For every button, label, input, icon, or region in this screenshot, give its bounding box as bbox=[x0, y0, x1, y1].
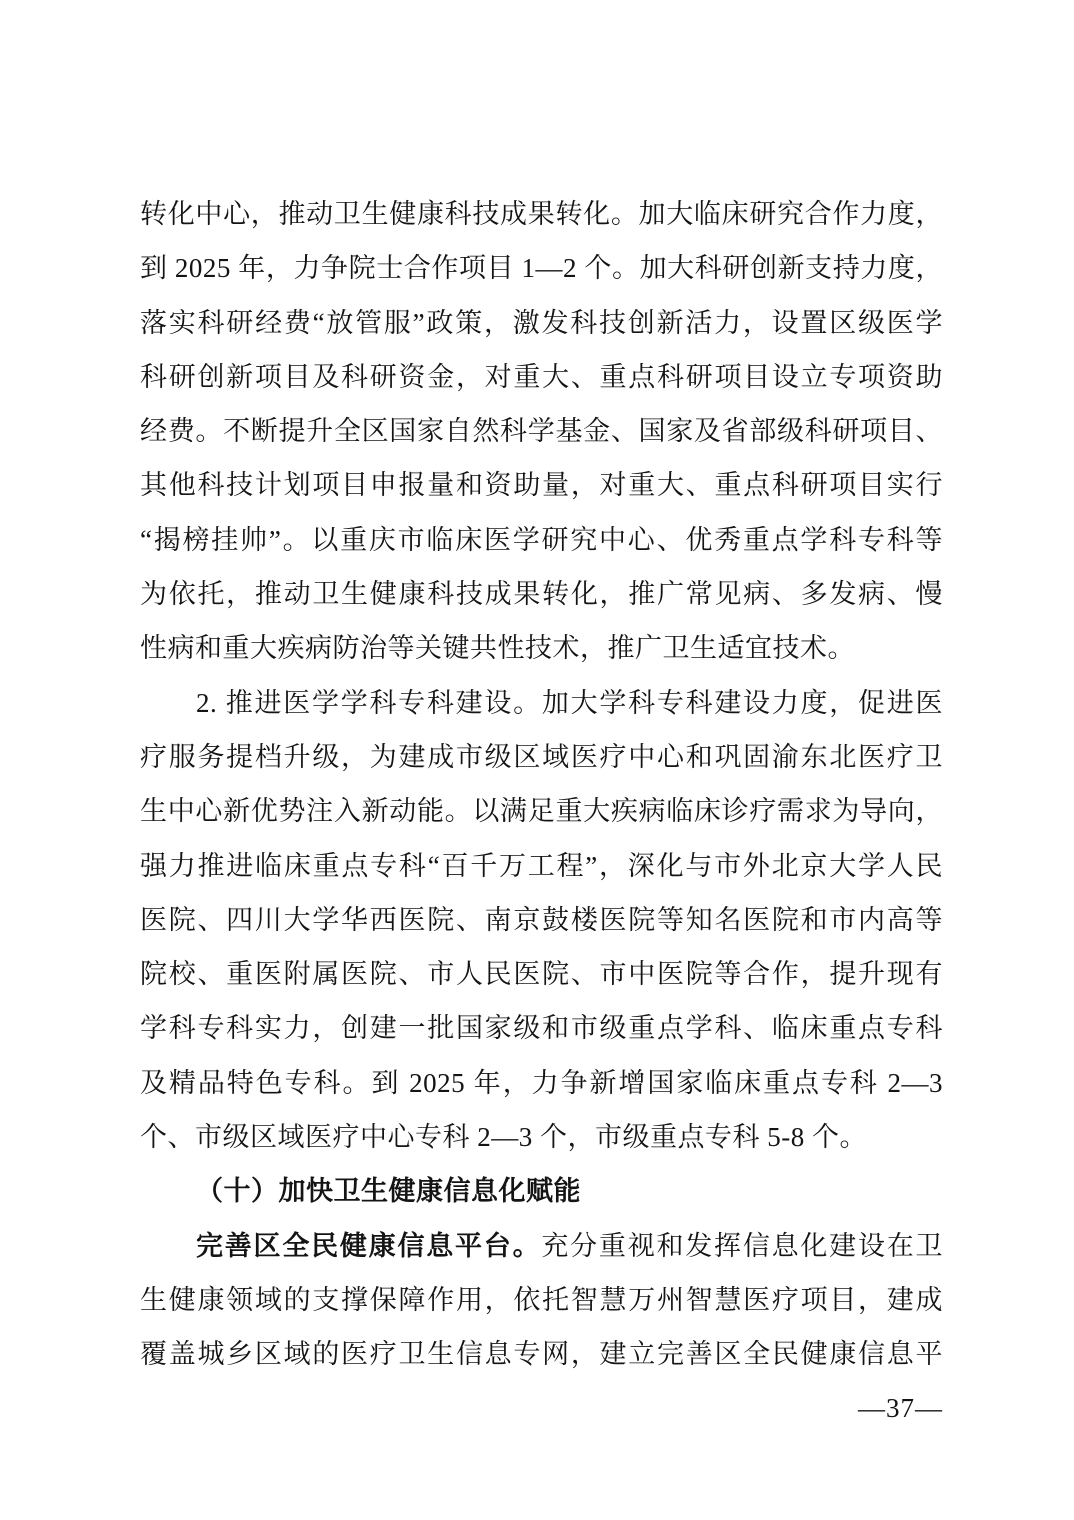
bold-text-segment: 完善区全民健康信息平台。 bbox=[196, 1230, 542, 1261]
text-line bbox=[140, 784, 943, 838]
text-segment: 强力推进临床重点专科“百千万工程”，深化与市外北京大学人民 bbox=[140, 850, 943, 881]
text-line bbox=[140, 404, 943, 458]
text-segment: 经费。不断提升全区国家自然科学基金、国家及省部级科研项目、 bbox=[140, 416, 943, 447]
text-line bbox=[140, 1273, 943, 1327]
text-segment: 覆盖城乡区域的医疗卫生信息专网，建立完善区全民健康信息平 bbox=[140, 1339, 943, 1370]
text-segment: 个、市级区域医疗中心专科 2—3 个，市级重点专科 5-8 个。 bbox=[140, 1122, 867, 1153]
text-line bbox=[140, 1164, 943, 1218]
text-line bbox=[140, 676, 943, 730]
text-line bbox=[140, 1327, 943, 1381]
text-line bbox=[140, 458, 943, 512]
text-line bbox=[140, 947, 943, 1001]
text-segment: 院校、重医附属医院、市人民医院、市中医院等合作，提升现有 bbox=[140, 959, 943, 990]
text-segment: 及精品特色专科。到 2025 年，力争新增国家临床重点专科 2—3 bbox=[140, 1067, 943, 1098]
text-line bbox=[140, 893, 943, 947]
document-body bbox=[140, 187, 943, 1382]
page-number: —37— bbox=[858, 1393, 943, 1423]
text-line bbox=[140, 730, 943, 784]
text-segment: 充分重视和发挥信息化建设在卫 bbox=[541, 1230, 944, 1261]
bold-text-segment: （十）加快卫生健康信息化赋能 bbox=[196, 1176, 581, 1207]
text-segment: 到 2025 年，力争院士合作项目 1—2 个。加大科研创新支持力度， bbox=[140, 253, 943, 284]
text-segment: 转化中心，推动卫生健康科技成果转化。加大临床研究合作力度， bbox=[140, 199, 943, 229]
text-line bbox=[140, 241, 943, 295]
text-line bbox=[140, 513, 943, 567]
text-line bbox=[140, 621, 943, 675]
text-line bbox=[140, 350, 943, 404]
text-segment: 为依托，推动卫生健康科技成果转化，推广常见病、多发病、慢 bbox=[140, 579, 943, 610]
text-segment: 学科专科实力，创建一批国家级和市级重点学科、临床重点专科 bbox=[140, 1013, 943, 1044]
text-segment: 落实科研经费“放管服”政策，激发科技创新活力，设置区级医学 bbox=[140, 307, 943, 338]
text-line bbox=[140, 1219, 943, 1273]
text-segment: 疗服务提档升级，为建成市级区域医疗中心和巩固渝东北医疗卫 bbox=[140, 741, 943, 772]
text-line bbox=[140, 567, 943, 621]
text-segment: 医院、四川大学华西医院、南京鼓楼医院等知名医院和市内高等 bbox=[140, 904, 943, 935]
text-segment: 生中心新优势注入新动能。以满足重大疾病临床诊疗需求为导向， bbox=[140, 796, 943, 827]
text-segment: “揭榜挂帅”。以重庆市临床医学研究中心、优秀重点学科专科等 bbox=[140, 524, 943, 555]
text-line bbox=[140, 1110, 943, 1164]
text-segment: 性病和重大疾病防治等关键共性技术，推广卫生适宜技术。 bbox=[140, 633, 855, 664]
text-line bbox=[140, 187, 943, 241]
text-segment: 2. 推进医学学科专科建设。加大学科专科建设力度，促进医 bbox=[196, 687, 943, 718]
text-line bbox=[140, 296, 943, 350]
text-line bbox=[140, 1056, 943, 1110]
text-segment: 科研创新项目及科研资金，对重大、重点科研项目设立专项资助 bbox=[140, 361, 943, 392]
text-line bbox=[140, 1001, 943, 1055]
text-segment: 生健康领域的支撑保障作用，依托智慧万州智慧医疗项目，建成 bbox=[140, 1284, 943, 1315]
text-segment: 其他科技计划项目申报量和资助量，对重大、重点科研项目实行 bbox=[140, 470, 943, 501]
text-line bbox=[140, 839, 943, 893]
